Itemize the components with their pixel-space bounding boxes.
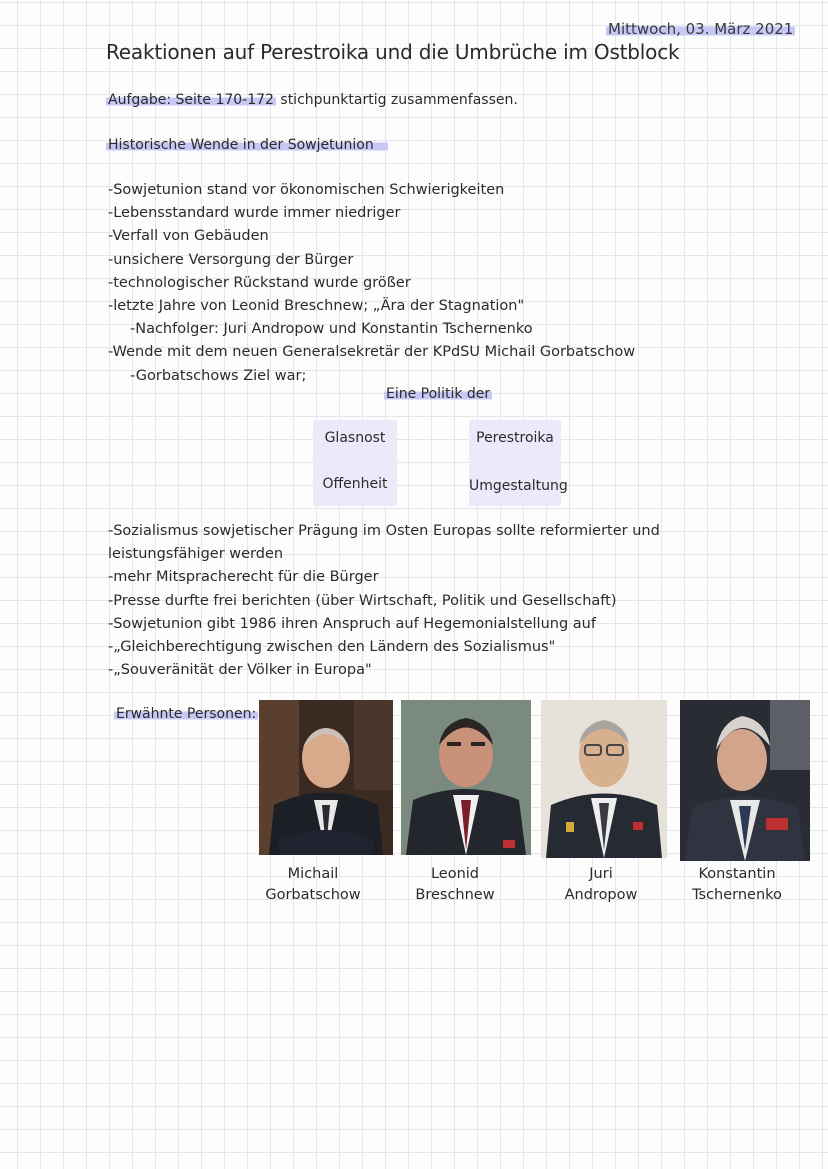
policy-meaning: Umgestaltung [469,478,568,494]
portrait-andropow [541,700,667,858]
person-name-tschernenko: Konstantin Tschernenko [692,866,782,903]
list-item: -Nachfolger: Juri Andropow und Konstantin Tschernenko [130,321,533,338]
list-item: -„Gleichberechtigung zwischen den Ländern des Sozialismus" [108,639,556,656]
portrait-breschnew [401,700,531,855]
list-item: -„Souveränität der Völker in Europa" [108,662,372,679]
portrait-gorbatschow [259,700,393,855]
person-name-breschnew: Leonid Breschnew [415,866,495,903]
page-title: Reaktionen auf Perestroika und die Umbrüche im Ostblock [106,40,680,64]
portrait-tschernenko [680,700,810,861]
list-item: -Sowjetunion stand vor ökonomischen Schwierigkeiten [108,182,505,198]
task-label: Aufgabe: Seite 170-172 [108,92,274,108]
list-item: -letzte Jahre von Leonid Breschnew; „Ära der Stagnation" [108,298,525,315]
person-name-gorbatschow: Michail Gorbatschow [265,866,361,903]
task-line [106,92,518,108]
list-item: -Presse durfte frei berichten (über Wirtschaft, Politik und Gesellschaft) [108,592,617,609]
policy-term: Perestroika [476,430,554,446]
list-item: -Gorbatschows Ziel war; [130,367,307,384]
list-item: -mehr Mitspracherecht für die Bürger [108,569,379,586]
task-text: stichpunktartig zusammenfassen. [275,92,518,108]
persons-label: Erwähnte Personen: [116,706,257,722]
policy-heading: Eine Politik der [386,386,491,402]
bullet-list-2 [108,520,660,682]
list-item: -technologischer Rückstand wurde größer [108,274,411,291]
list-item: -Sowjetunion gibt 1986 ihren Anspruch auf Hegemonialstellung auf [108,615,596,632]
list-item: -Verfall von Gebäuden [108,228,269,245]
list-item: -Lebensstandard wurde immer niedriger [108,205,401,222]
list-item: leistungsfähiger werden [108,546,284,563]
bullet-list-1 [108,179,635,388]
policy-term: Glasnost [324,430,386,446]
date: Mittwoch, 03. März 2021 [608,20,794,38]
person-name-andropow: Juri Andropow [564,866,638,903]
policy-meaning: Offenheit [322,476,388,492]
section-heading: Historische Wende in der Sowjetunion [106,137,388,153]
list-item: -unsichere Versorgung der Bürger [108,251,354,268]
list-item: -Sozialismus sowjetischer Prägung im Osten Europas sollte reformierter und [108,523,660,539]
list-item: -Wende mit dem neuen Generalsekretär der KPdSU Michail Gorbatschow [108,344,636,361]
